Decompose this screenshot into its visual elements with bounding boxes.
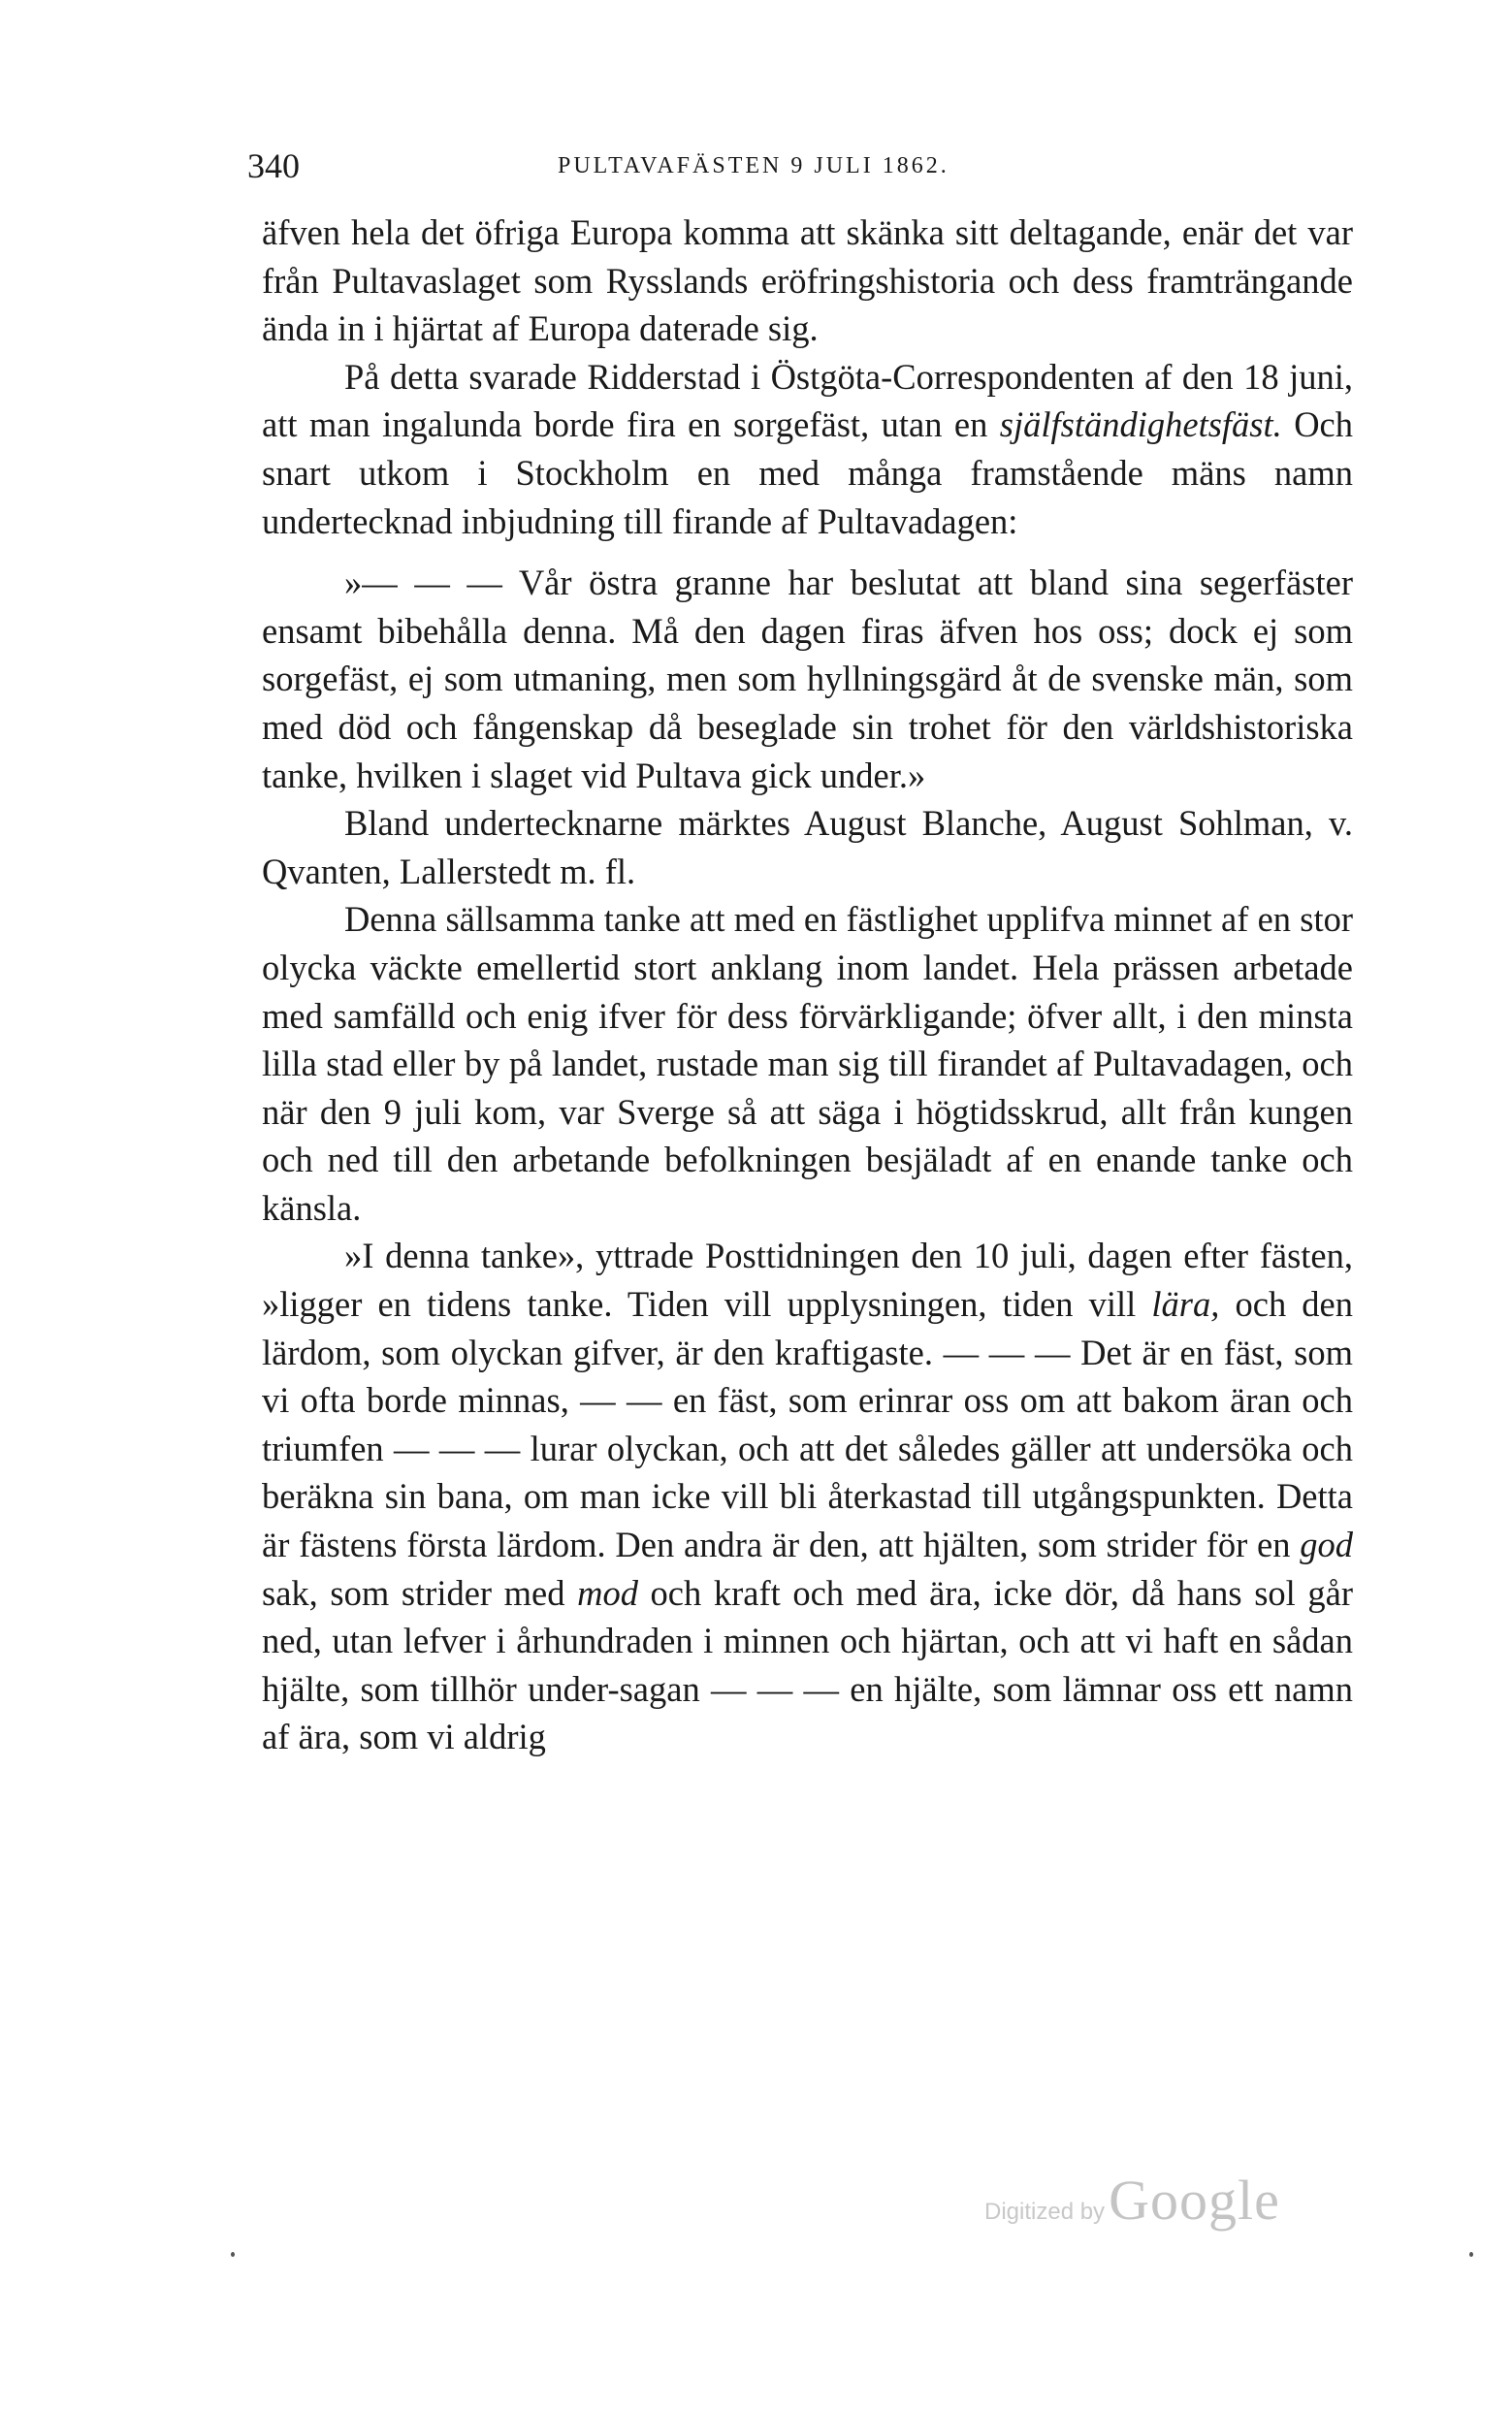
watermark-prefix: Digitized by [984, 2199, 1106, 2225]
paragraph-2-text-b: Och snart utkom i Stockholm en med många framstående mäns namn undertecknad inbjudning till firande af Pultavadagen: [262, 404, 1354, 541]
paragraph-2-italic: själfständighetsfäst. [999, 404, 1282, 445]
body-text [262, 209, 1353, 1761]
paragraph-2-text-a: På detta svarade Ridderstad i Östgöta-Correspondenten af den 18 juni, att man ingalunda borde fira en sorgefäst, utan en [262, 356, 1353, 445]
page-number: 340 [247, 146, 300, 185]
paragraph-1 [262, 209, 1353, 353]
paragraph-5 [262, 895, 1353, 1232]
paragraph-5-text: Denna sällsamma tanke att med en fästlighet upplifva minnet af en stor olycka väckte emellertid stort anklang inom landet. Hela prässen arbetade med samfälld och enig ifver för dess förvärkligande; öfver allt, i den minsta lilla stad eller by på landet, rustade man sig till firandet af Pultavadagen, och när den 9 juli kom, var Sverge så att säga i högtidsskrud, allt från kungen och ned till den arbetande befolkningen besjäladt af en enande tanke och känsla. [262, 899, 1353, 1228]
paragraph-2 [262, 353, 1353, 545]
paragraph-3-text: »— — — Vår östra granne har beslutat att bland sina segerfäster ensamt bibehålla denna. Må den dagen firas äfven hos oss; dock ej som sorgefäst, ej som utmaning, men som hyllningsgärd åt de svenske män, som med död och fångenskap då beseglade sin trohet för den världshistoriska tanke, hvilken i slaget vid Pultava gick under.» [262, 563, 1353, 795]
running-head: PULTAVAFÄSTEN 9 JULI 1862. [558, 153, 949, 178]
paragraph-1-text: äfven hela det öfriga Europa komma att skänka sitt deltagande, enär det var från Pultavaslaget som Rysslands eröfringshistoria och dess framträngande ända in i hjärtat af Europa daterade sig. [262, 212, 1353, 349]
scan-speck [1469, 2252, 1473, 2257]
paragraph-6-text-c: sak, som strider med [262, 1572, 578, 1613]
paragraph-4-text: Bland undertecknarne märktes August Blanche, August Sohlman, v. Qvanten, Lallerstedt m. fl. [262, 803, 1353, 891]
paragraph-3-quote [262, 559, 1353, 799]
paragraph-4 [262, 799, 1353, 895]
google-logo: Google [1109, 2169, 1280, 2232]
paragraph-6-italic-1: lära, [1151, 1284, 1220, 1325]
paragraph-6-text-b: och den lärdom, som olyckan gifver, är den kraftigaste. — — — Det är en fäst, som vi ofta borde minnas, — — en fäst, som erinrar oss om att bakom äran och triumfen — — — lurar olyckan, och att det således gäller att undersöka och beräkna sin bana, om man icke vill bli återkastad till utgångspunkten. Detta är fästens första lärdom. Den andra är den, att hjälten, som strider för en [262, 1284, 1353, 1565]
scan-speck [231, 2252, 235, 2257]
paragraph-6 [262, 1232, 1353, 1761]
paragraph-6-italic-3: mod [577, 1572, 638, 1613]
digitized-watermark [984, 2168, 1280, 2245]
page-header [247, 145, 1353, 204]
paragraph-6-italic-2: god [1300, 1525, 1353, 1565]
paragraph-6-text-a: »I denna tanke», yttrade Posttidningen den 10 juli, dagen efter fästen, »ligger en tidens tanke. Tiden vill upplysningen, tiden vill [262, 1236, 1353, 1325]
paragraph-6-text-d: och kraft och med ära, icke dör, då hans sol går ned, utan lefver i århundraden i minnen och hjärtan, och att vi haft en sådan hjälte, som tillhör under-sagan — — — en hjälte, som lämnar oss ett namn af ära, som vi aldrig [262, 1572, 1353, 1757]
